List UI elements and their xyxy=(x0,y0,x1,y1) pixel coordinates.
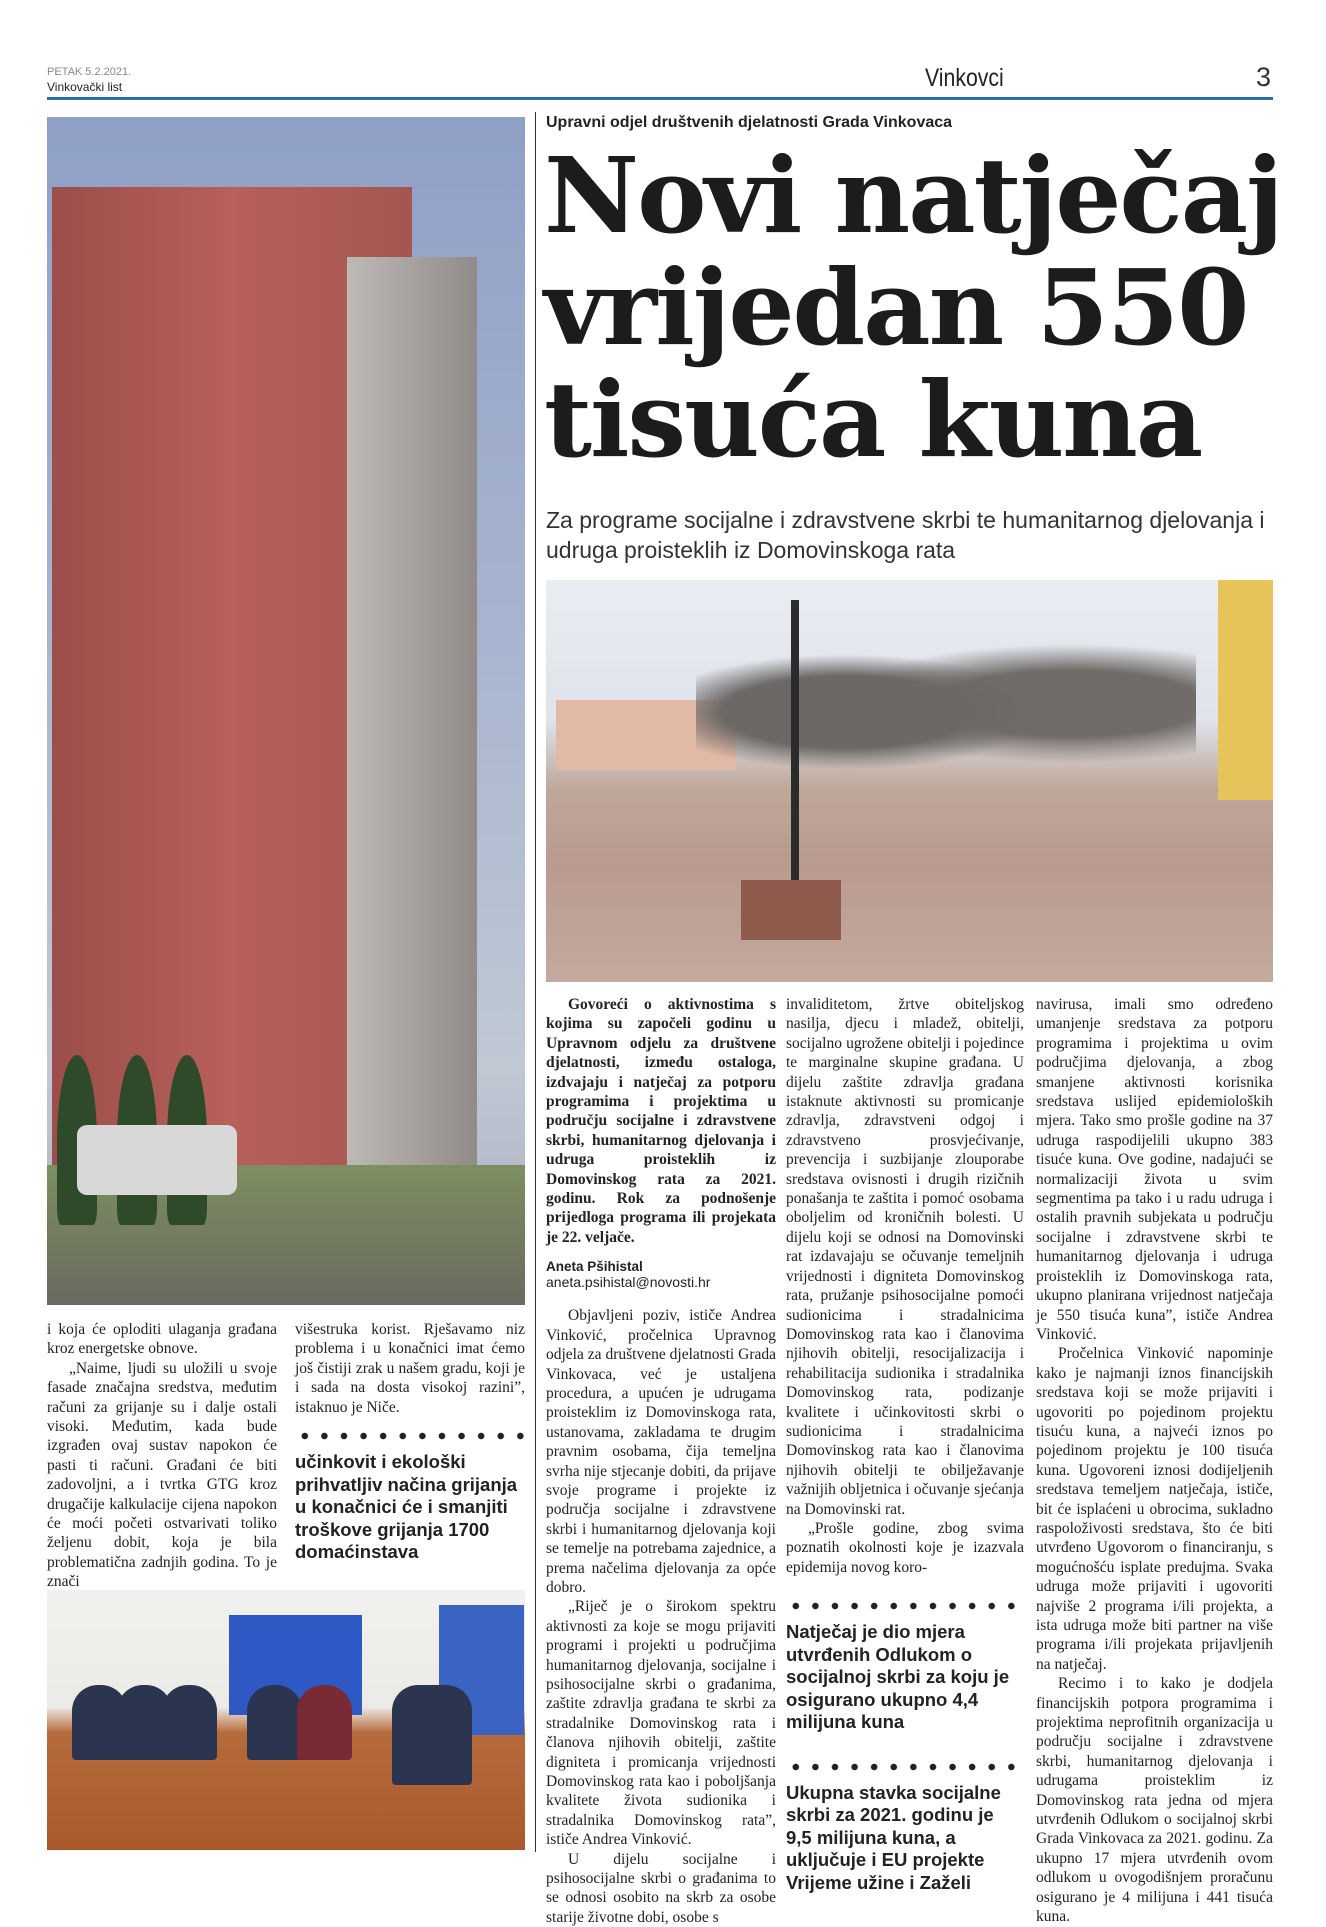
article-lead: Govoreći o aktivnostima s kojima su započeli godinu u Upravnom odjelu za društvene djelatnosti, između ostaloga, izdvajaju i natječaj za potporu programima i projektima u području socijalne i zdravstvene skrbi, humanitarnog djelovanja i udruga proisteklih iz Domovinskog rata za 2021. godinu. Rok za podnošenje prijedloga programa ili projekata je 22. veljače. xyxy=(546,996,776,1246)
town-square-photo xyxy=(546,580,1273,982)
paragraph: Objavljeni poziv, ističe Andrea Vinković, pročelnica Upravnog odjela za društvene djelatnosti Grada Vinkovaca, već je ustaljena procedura, a upućen je udrugama proisteklim iz Domovinskoga rata, ustanovama, zakladama te drugim pravnim osobama, čija temeljna svrha nije stjecanje dobiti, da prijave svoje programe i projekte iz područja socijalne i zdravstvene skrbi i humanitarnog djelovanja koji se temelje na potrebama zajednice, a prema načelima djelovanja za opće dobro. xyxy=(546,1307,776,1596)
article-headline: Novi natječaj vrijedan 550 tisuća kuna xyxy=(544,134,1282,481)
newspaper-name: Vinkovački list xyxy=(47,80,123,94)
paragraph: Pročelnica Vinković napominje kako je najmanji iznos financijskih sredstava koji se može prijaviti i ugovoriti po pojedinom projektu tisuću kuna, a najveći iznos po pojedinom projektu je 100 tisuća kuna. Ugovoreni iznosi dodijeljenih sredstava temeljem natječaja, ističe, bit će isplaćeni u obrocima, sukladno raspoloživosti sredstava, što će biti utvrđeno Ugovorom o financiranju, s mogućnošću isplate predujma. Svaka udruga može prijaviti i ugovoriti najviše 2 programa i/ili projekta, a ista udruga može biti partner na više programa i/ili projekata prijavljenih na natječaj. xyxy=(1036,1345,1273,1673)
dotted-separator xyxy=(295,1429,525,1443)
author-name: Aneta Pšihistal xyxy=(546,1259,643,1275)
pull-quote: učinkovit i ekološki prihvatljiv načina grijanja u konačnici će i smanjiti troškove grijanja 1700 domaćinstava xyxy=(295,1451,518,1563)
prev-article-column-2 xyxy=(295,1320,525,1564)
article-column-2 xyxy=(786,995,1024,1894)
apartment-building-photo xyxy=(47,117,525,1305)
paragraph: „Prošle godine, zbog svima poznatih okolnosti koje je izazvala epidemija novog koro- xyxy=(786,1519,1024,1576)
pull-quote: Ukupna stavka socijalne skrbi za 2021. godinu je 9,5 milijuna kuna, a uključuje i EU projekte Vrijeme užine i Zaželi xyxy=(786,1781,1001,1893)
paragraph: višestruka korist. Rješavamo niz problema i u konačnici imat ćemo još čistiji zrak u našem gradu, koji je i sada na dosta visokoj razini”, istaknuo je Niče. xyxy=(295,1321,525,1416)
column-divider xyxy=(535,112,536,1852)
prev-article-column-1 xyxy=(47,1320,277,1592)
article-column-1 xyxy=(546,995,776,1927)
press-conference-photo xyxy=(47,1590,525,1850)
paragraph: navirusa, imali smo određeno umanjenje sredstava za potporu programima i projektima u ovim područjima djelovanja, a zbog smanjene aktivnosti korisnika sredstava uslijed epidemioloških mjera. Tako smo prošle godine na 37 udruga raspodijelili ukupno 383 tisuće kuna. Ove godine, nadajući se normalizaciji života u svim segmentima pa tako i u radu udruga i ostalih pravnih subjekata u području socijalne i zdravstvene skrbi te humanitarnog djelovanja i udruga proisteklih iz Domovinskoga rata, ukupno planirana vrijednost natječaja je 550 tisuća kuna”, ističe Andrea Vinković. xyxy=(1036,996,1273,1343)
dotted-separator xyxy=(786,1599,1024,1613)
page-number: 3 xyxy=(1256,62,1272,92)
paragraph: Recimo i to kako je dodjela financijskih potpora programima i projektima neprofitnih organizacija u području socijalne i zdravstvene skrbi, humanitarnog djelovanja i udrugama proisteklim iz Domovinskog rata jedna od mjera utvrđenih Odlukom o socijalnoj skrbi Grada Vinkovaca za 2021. godinu. Za ukupno 17 mjera utvrđenih ovom odlukom u ovogodišnjem proračunu osigurano je 4 milijuna i 441 tisuća kuna. xyxy=(1036,1675,1273,1926)
header-rule xyxy=(47,97,1273,100)
dotted-separator xyxy=(786,1760,1024,1774)
article-subtitle: Za programe socijalne i zdravstvene skrbi te humanitarnog djelovanja i udruga proisteklih iz Domovinskoga rata xyxy=(546,507,1265,563)
author-email[interactable]: aneta.psihistal@novosti.hr xyxy=(546,1274,711,1291)
article-column-3 xyxy=(1036,995,1273,1927)
paragraph: U dijelu socijalne i psihosocijalne skrbi o građanima to se odnosi osobito na skrb za osobe starije životne dobi, osobe s xyxy=(546,1850,776,1926)
paragraph: „Riječ je o širokom spektru aktivnosti za koje se mogu prijaviti programi i projekti u područjima humanitarnog djelovanja, socijalne i psihosocijalne skrbi o građanima, zaštite zdravlja građana te skrbi za stradalnike Domovinskog rata i članova njihovih obitelji, zaštite digniteta i promicanja vrijednosti Domovinskog rata kao i poboljšanja kvalitete života sudionika i stradalnika Domovinskog rata”, ističe Andrea Vinković. xyxy=(546,1598,776,1849)
section-title: Vinkovci xyxy=(925,64,1004,92)
pull-quote: Natječaj je dio mjera utvrđenih Odlukom o socijalnoj skrbi za koju je osigurano ukupno 4,4 milijuna kuna xyxy=(786,1621,1010,1733)
paragraph: „Naime, ljudi su uložili u svoje fasade značajna sredstva, međutim računi za grijanje su i dalje ostali visoki. Međutim, kada bude izgrađen ovaj sustav napokon će pasti ti računi. Građani će biti zadovoljni, a i tvrtka GTG kroz drugačije kalkulacije cijena napokon će moći početi ostvarivati toliko željenu dobit, koja je bila problematična zadnjih godina. To je znači xyxy=(47,1359,277,1591)
article-kicker: Upravni odjel društvenih djelatnosti Grada Vinkovaca xyxy=(546,114,953,131)
issue-date: PETAK 5.2.2021. xyxy=(47,66,132,78)
paragraph: i koja će oploditi ulaganja građana kroz energetske obnove. xyxy=(47,1321,277,1358)
paragraph: invaliditetom, žrtve obiteljskog nasilja, djecu i mladež, obitelji, socijalno ugrožene obitelji i pojedince te marginalne skupine građana. U dijelu zaštite zdravlja građana istaknute aktivnosti su promicanje zdravlja, zdravstveni odgoj i zdravstveno prosvjećivanje, prevencija i suzbijanje zlouporabe sredstava ovisnosti i drugih rizičnih ponašanja te zaštita i pomoć osobama oboljelim od kroničnih bolesti. U dijelu koji se odnosi na Domovinski rat izdavajaju se očuvanje temeljnih vrijednosti i digniteta Domovinskog rata, pružanje psihosocijalne pomoći sudionicima i stradalnicima Domovinskog rata kao i članovima njihovih obitelji, resocijalizacija i rehabilitacija sudionika i stradalnika Domovinskog rata, podizanje kvalitete i učinkovitosti skrbi o sudionicima i stradalnicima Domovinskog rata kao i članovima njihovih obitelji te obilježavanje važnijih obljetnica i očuvanje sjećanja na Domovinski rat. xyxy=(786,996,1024,1518)
